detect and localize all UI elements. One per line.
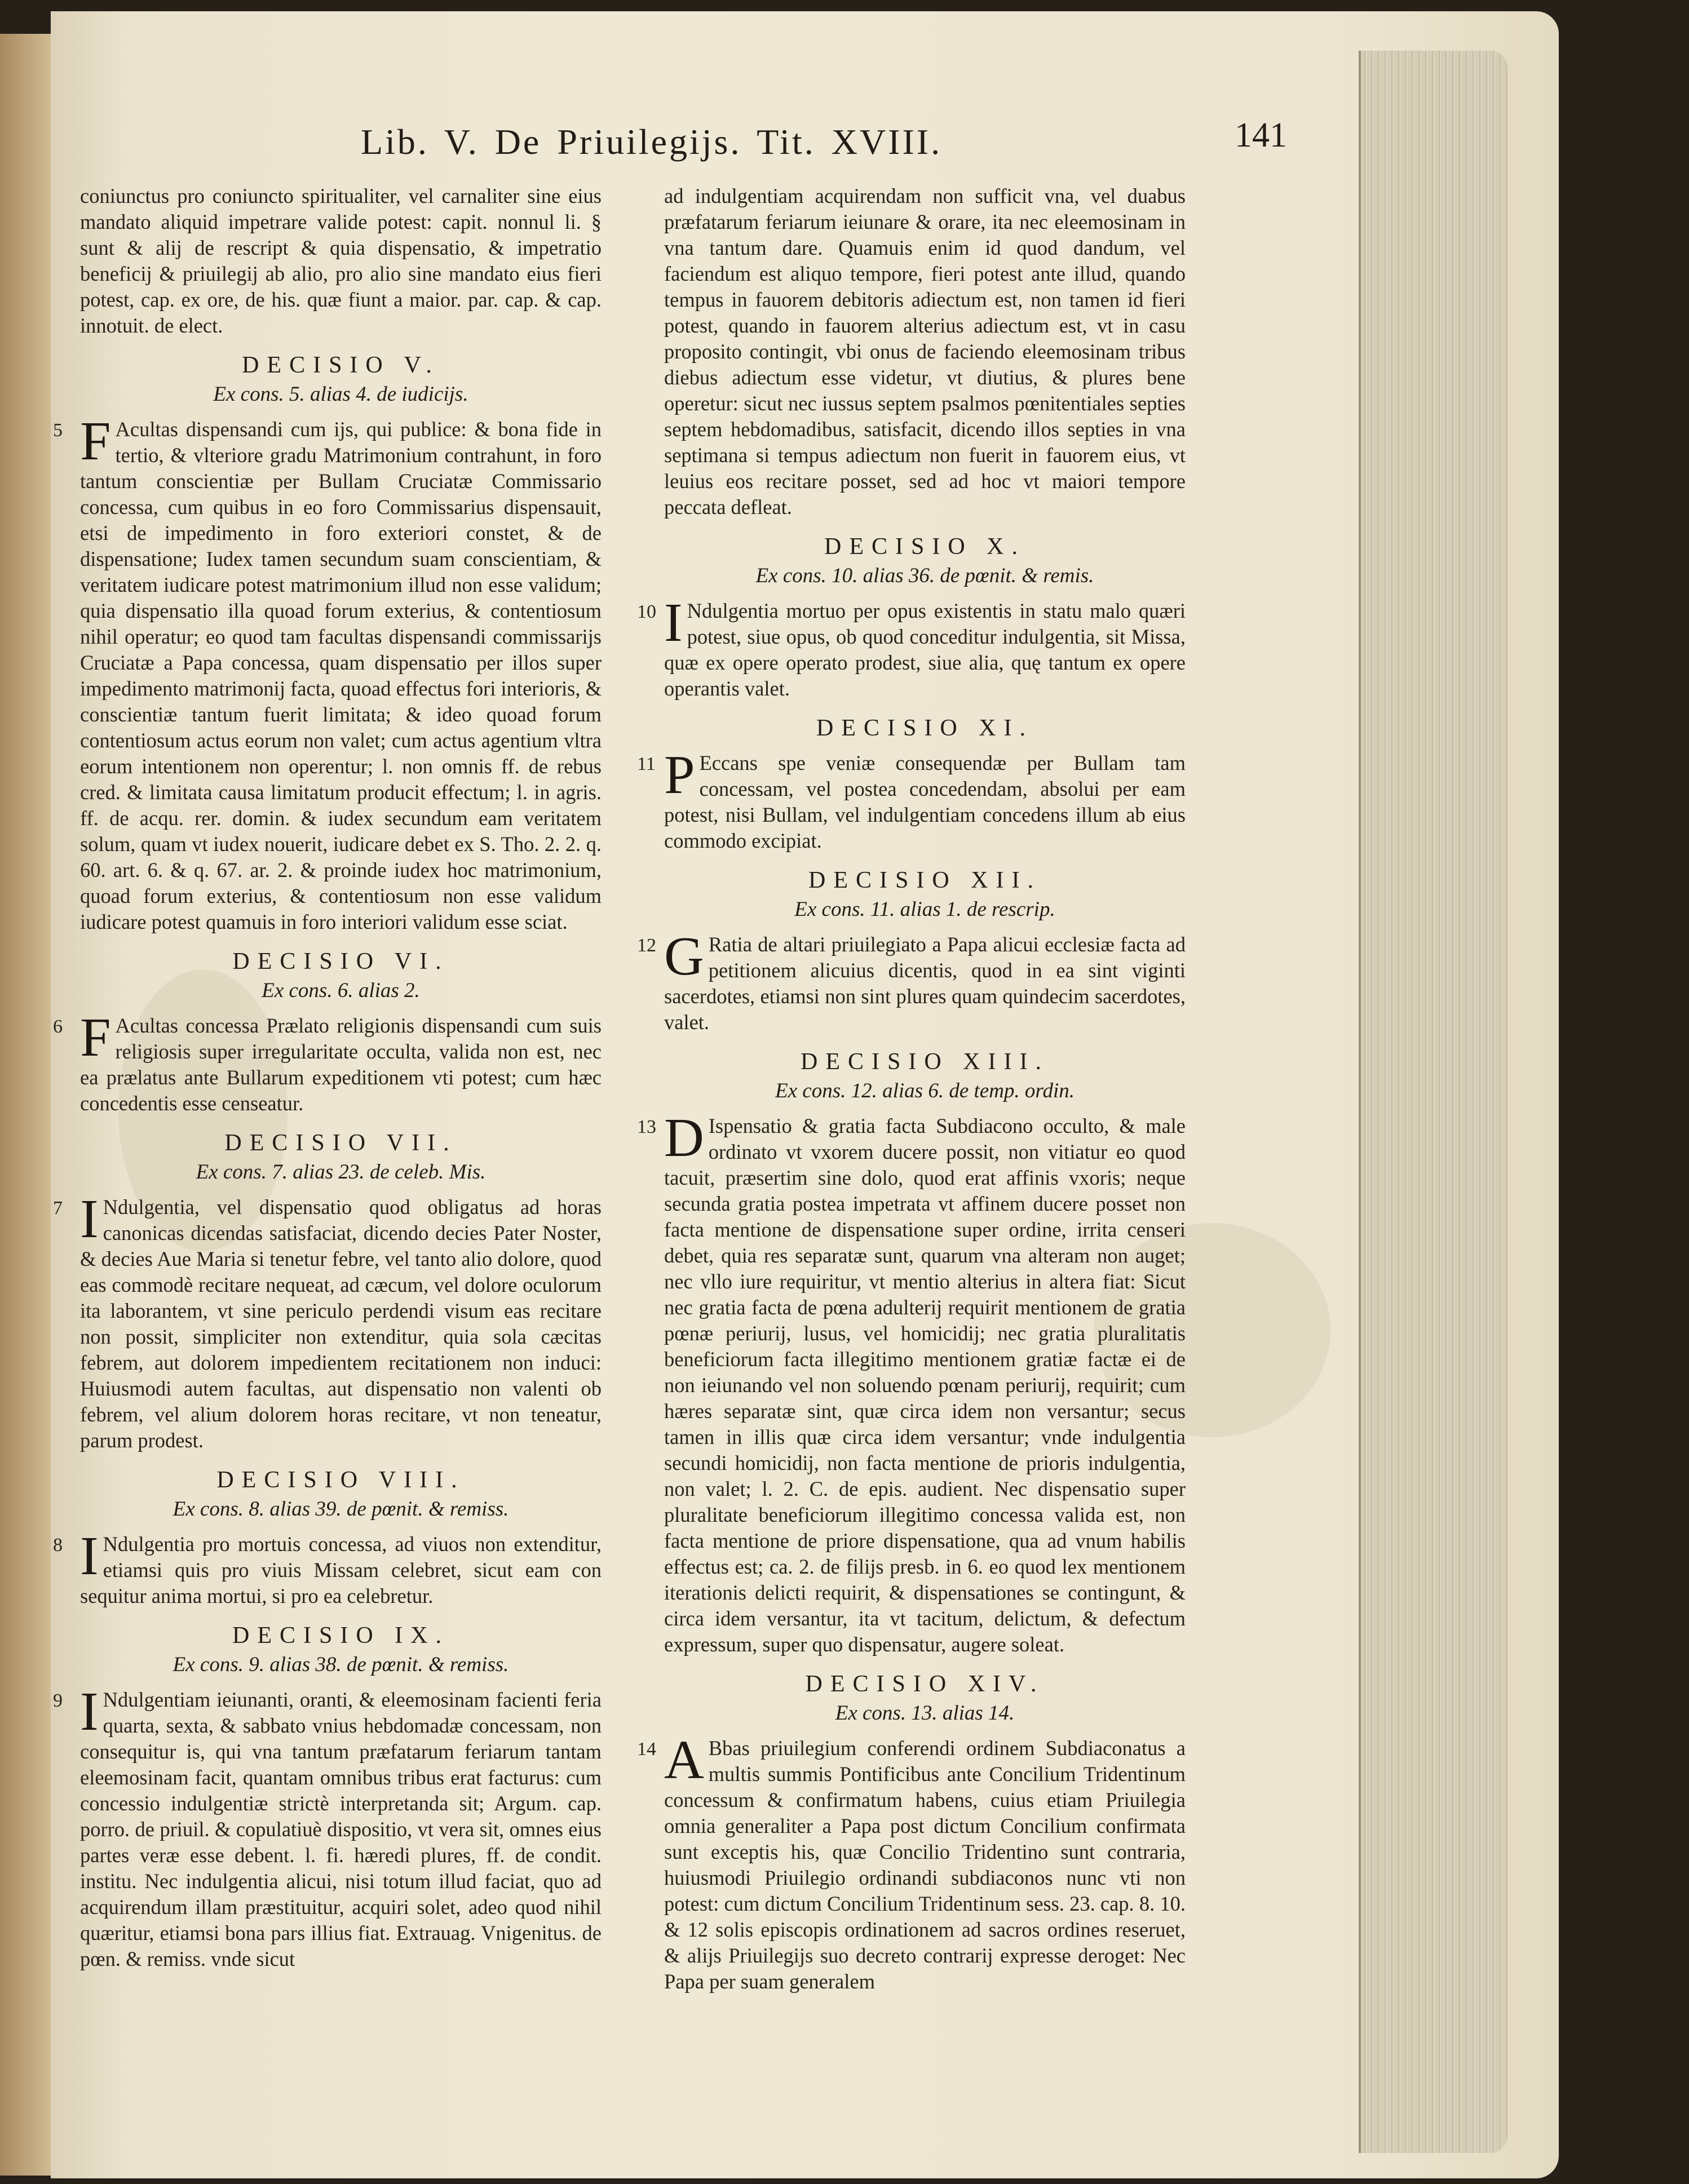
decision-heading: DECISIO XIV. [805,1671,1045,1697]
margin-number: 5 [53,420,63,441]
margin-number: 14 [637,1739,656,1760]
margin-number: 6 [53,1016,63,1037]
initial-letter: I [664,592,683,653]
margin-number: 7 [53,1198,63,1219]
right-column [637,183,1186,2003]
decision-source: Ex cons. 5. alias 4. de iudicijs. [213,383,468,406]
decision-source: Ex cons. 8. alias 39. de pœnit. & remiss. [173,1498,509,1521]
decision-text: Ndulgentia, vel dispensatio quod obligatus ad horas canonicas dicendas satisfaciat, dicendo decies Pater Noster, & decies Aue Maria si tenetur febre, vel tanto alio dolore, quod eas commodè recitare nequeat, ad cæcum, vel dolore oculorum ita laborantem, vt sine periculo perdendi visum eas recitare non possit, simpliciter non extenditur, quia sola cæcitas febrem, aut dolorem impedientem recitationem non induci: Huiusmodi autem facultas, aut dispensatio non valenti ob febrem, vel alium dolorem horas recitare, vt non teneatur, parum prodest. [80,1195,602,1452]
decision-paragraph [637,592,1186,702]
decision-source: Ex cons. 10. alias 36. de pœnit. & remis. [755,564,1094,587]
decision-source: Ex cons. 13. alias 14. [835,1702,1015,1725]
decision-heading: DECISIO XII. [808,867,1041,893]
decision-source: Ex cons. 6. alias 2. [262,979,420,1002]
decision-text: Ratia de altari priuilegiato a Papa alicui ecclesiæ facta ad petitionem alicuius dicentis, quod in ea sint viginti sacerdotes, etiamsi non sint plures quam quindecim sacerdotes, valet. [664,933,1186,1034]
decision-paragraph [637,926,1186,1035]
decision-text: Eccans spe veniæ consequendæ per Bullam tam concessam, vel postea concedendam, absolui per eam potest, nisi Bullam, vel indulgentiam concedens illum ab eius commodo excipiat. [664,751,1186,852]
margin-number: 9 [53,1690,63,1711]
page-number: 141 [1235,116,1287,154]
decision-source: Ex cons. 12. alias 6. de temp. ordin. [775,1079,1075,1102]
decision-text: Acultas concessa Prælato religionis dispensandi cum suis religiosis super irregularitate occulta, valida non est, nec ea prælatus ante Bullarum expeditionem vti potest; cum hæc concedentis esse censeatur. [80,1014,602,1115]
decision-paragraph [637,1107,1186,1658]
decision-text: Acultas dispensandi cum ijs, qui publice: & bona fide in tertio, & vlteriore gradu Matrimonium contrahunt, in foro tantum conscientiæ per Bullam Cruciatæ Commissario concessa, cum quibus in eo foro Commissarius dispensauit, etsi de impedimento in foro exteriori constet, & de dispensatione; Iudex tamen secundum suam conscientiam, & veritatem iudicare potest matrimonium illud non esse validum; quia dispensatio illa quoad forum exterius, & contentiosum nihil operatur; eo quod tam facultas dispensandi commissarijs Cruciatæ a Papa concessa, quam dispensatio per illos super impedimento matrimonij facta, quoad effectus fori interioris, & conscientiæ tantum fuerit limitata; & ideo quoad forum contentiosum actus eorum non valet; cum actus agentium vltra eorum intentionem non operentur; l. non omnis ff. de rebus cred. & limitata causa limitatum producit effectum; l. in agris. ff. de acqu. rer. domin. & iudex secundum eam veritatem solum, quam vt iudex nouerit, iudicare debet ex S. Tho. 2. 2. q. 60. art. 6. & q. 67. ar. 2. & proinde iudex hoc matrimonium, quoad forum exterius, & contentiosum non esse validum iudicare potest quamuis in foro interiori validum esse sciat. [80,418,602,933]
initial-letter: D [664,1107,704,1168]
decision-source: Ex cons. 7. alias 23. de celeb. Mis. [196,1160,486,1184]
initial-letter: F [80,1007,111,1068]
margin-number: 11 [637,754,656,774]
margin-number: 8 [53,1535,63,1556]
decision-source: Ex cons. 11. alias 1. de rescrip. [794,898,1055,921]
initial-letter: G [664,926,704,987]
margin-number: 13 [637,1117,656,1137]
decision-paragraph [53,1189,602,1454]
continuation-text: ad indulgentiam acquirendam non sufficit vna, vel duabus præfatarum feriarum ieiunare & orare, ita nec eleemosinam in vna tantum dare. Quamuis enim id quod dandum, vel faciendum est aliquo tempore, fieri potest ante illud, quando tempus in fauorem debitoris adiectum est, non tamen id fieri potest, quando in fauorem alterius adiectum est, vt in casu proposito contingit, vbi onus de faciendo eleemosinam tribus diebus adiectum esse videtur, vt diutius, & plures bene operetur: sicut nec iussus septem psalmos pœnitentiales septies septem hebdomadibus, satisfacit, dicendo illos septies in vna septimana si tempus adiectum non fuerit in fauorem eius, vt leuius eos recitare posset, sed ad hoc vt maiori tempore peccata defleat. [664,184,1186,519]
decision-heading: DECISIO VII. [224,1130,457,1156]
decision-text: Ndulgentiam ieiunanti, oranti, & eleemosinam facienti feria quarta, sexta, & sabbato vnius hebdomadæ concessam, non consequitur is, qui vna tantum præfatarum feriarum tantam eleemosinam facit, quantam omnibus tribus erat facturus: cum concessio indulgentiæ strictè interpretanda sit; Argum. cap. porro. de priuil. & copulatiuè dispositio, vt vera sit, omnes eius partes veræ esse debent. l. fi. hæredi plures, ff. de condit. institu. Nec indulgentia alicui, nisi totum illud faciat, quo ad acquirendum illam præstituitur, acquiri solet, adeo quod nihil quæritur, etiamsi bona pars illius fiat. Extrauag. Vnigenitus. de pœn. & remiss. vnde sicut [80,1688,602,1970]
decision-paragraph [637,745,1186,854]
decision-heading: DECISIO XIII. [801,1049,1049,1075]
decision-text: Ndulgentia mortuo per opus existentis in statu malo quæri potest, siue opus, ob quod conceditur indulgentia, sit Missa, quæ ex opere operato prodest, siue alia, quę tantum ex opere operantis valet. [664,599,1186,700]
decision-text: Ndulgentia pro mortuis concessa, ad viuos non extenditur, etiamsi quis pro viuis Missam celebret, sicut eam con sequitur anima mortui, si pro ea celebretur. [80,1532,602,1607]
decision-paragraph [53,1526,602,1609]
decision-paragraph [637,1730,1186,1995]
decision-paragraph [53,1007,602,1117]
decision-paragraph [53,1681,602,1972]
initial-letter: I [80,1189,99,1250]
decision-heading: DECISIO IX. [232,1623,449,1649]
running-head: Lib. V. De Priuilegijs. Tit. XVIII. [361,122,943,162]
initial-letter: A [664,1730,704,1791]
decision-text: Bbas priuilegium conferendi ordinem Subdiaconatus a multis summis Pontificibus ante Concilium Tridentinum concessum & confirmatum habens, cuius etiam Priuilegia omnia generaliter a Papa post dictum Concilium confirmata sunt exceptis his, quæ Concilio Tridentino sunt contraria, huiusmodi Priuilegio ordinandi subdiaconos nunc vti non potest: cum dictum Concilium Tridentinum sess. 23. cap. 8. 10. & 12 solis episcopis ordinationem ad sacros ordines reseruet, & alijs Priuilegijs suo decreto contrarij expresse deroget: Nec Papa per suam generalem [664,1736,1186,1993]
initial-letter: I [80,1526,99,1587]
initial-letter: I [80,1681,99,1742]
initial-letter: F [80,411,111,472]
margin-number: 10 [637,601,656,622]
decision-paragraph [53,411,602,935]
decision-heading: DECISIO V. [242,352,440,378]
decision-text: Ispensatio & gratia facta Subdiacono occulto, & male ordinato vt vxorem ducere possit, non vitiatur eo quod tacuit, præsertim sine dolo, quod erat affinis vxoris; neque secunda gratia postea impetrata vt affinem ducere posset non facta mentione de dispensatione super ordine, irrita censeri debet, quia res separatæ sunt, quarum vna alteram non auget; nec vllo iure requiritur, vt mentio alterius in altera fiat: Sicut nec gratia facta de pœna adulterij requirit mentionem de gratia pœnæ periurij, lusus, vel homicidij; nec gratia pluralitatis beneficiorum facta illegitimo mentionem gratiæ factæ ei de non ieiunando vel non soluendo pœnam periurij, requirit; cum hæres separatæ sint, quæ circa idem non versantur; secus tamen in illis quæ circa idem versantur; vnde indulgentia secundi homicidij, non facta mentione de prioris indulgentia, non valet; l. 2. C. de epis. audient. Nec dispensatio super pluralitate beneficiorum illegitimo concessa valida est, non facta mentione de priore dispensatione, qua ad vnum habilis effectus est; ca. 2. de filijs presb. in 6. eo quod lex mentionem iterationis delicti requirit, & dispensationes se contingunt, & circa idem versantur, ita vt tacitum, delictum, & defectum expressum, super quo dispensatur, augere soleat. [664,1114,1186,1656]
left-column [53,183,602,1980]
margin-number: 12 [637,935,656,956]
decision-heading: DECISIO XI. [816,715,1033,741]
decision-source: Ex cons. 9. alias 38. de pœnit. & remiss. [173,1653,509,1676]
continuation-text: coniunctus pro coniuncto spiritualiter, vel carnaliter sine eius mandato aliquid impetrare valide potest: capit. nonnul li. § sunt & alij de rescript & quia dispensatio, & impetratio beneficij & priuilegij ab alio, pro alio sine mandato eius fieri potest, cap. ex ore, de his. quæ fiunt a maior. par. cap. & cap. innotuit. de elect. [80,184,602,337]
initial-letter: P [664,745,695,805]
page-block-edge [1359,51,1507,2153]
decision-heading: DECISIO VIII. [216,1467,465,1493]
decision-heading: DECISIO VI. [232,949,449,974]
decision-heading: DECISIO X. [824,534,1025,560]
